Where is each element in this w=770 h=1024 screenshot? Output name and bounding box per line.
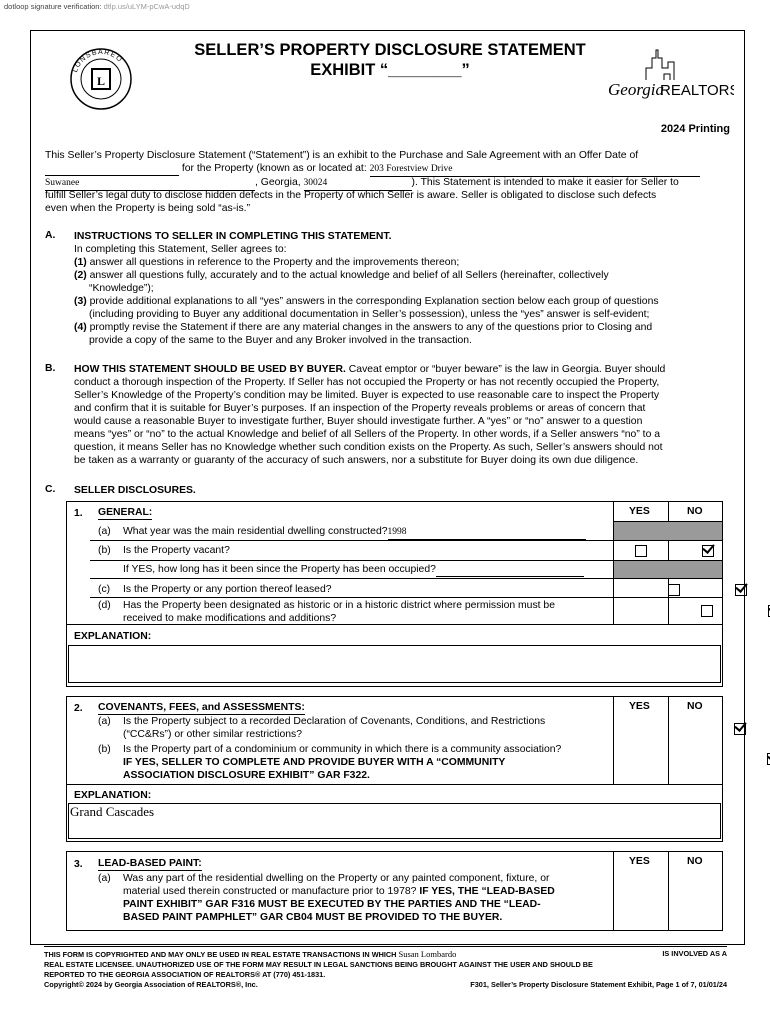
- question-leased: Is the Property or any portion thereof leased?: [123, 584, 332, 595]
- yes-header: YES: [629, 506, 650, 517]
- occupied-duration-field[interactable]: [436, 563, 584, 577]
- intro-line-2: for the Property (known as or located at: 203 Forestview Drive: [45, 162, 727, 177]
- general-explanation-label: EXPLANATION:: [74, 631, 152, 642]
- printing-year: 2024 Printing: [660, 123, 730, 135]
- question-community-association: Is the Property part of a condominium or community in which there is a community association? IF YES, SELLER TO COMPLETE AND PROVIDE BUYER WITH A “COMMUNITY ASSOCIATION DISCLOSURE EXHIBIT” GAR F322.: [123, 744, 562, 781]
- historic-yes-checkbox[interactable]: [701, 605, 713, 617]
- svg-text:LONSBAREO: LONSBAREO: [71, 49, 124, 74]
- general-heading: GENERAL:: [98, 507, 153, 518]
- year-built-field[interactable]: 1998: [388, 526, 586, 540]
- section-b-letter: B.: [45, 363, 56, 374]
- question-ccrs: Is the Property subject to a recorded Declaration of Covenants, Conditions, and Restrictions (“CC&Rs”) or other similar restrictions?: [123, 716, 546, 740]
- general-explanation-field[interactable]: [68, 645, 721, 683]
- ccrs-yes-checkbox[interactable]: [734, 723, 746, 735]
- title-line-1: SELLER’S PROPERTY DISCLOSURE STATEMENT: [194, 41, 586, 59]
- vacant-no-checkbox[interactable]: [702, 545, 714, 557]
- no-header: NO: [687, 506, 703, 517]
- covenants-explanation-field[interactable]: Grand Cascades: [68, 803, 721, 839]
- leased-yes-checkbox[interactable]: [668, 584, 680, 596]
- intro-line-1: This Seller’s Property Disclosure Statement (“Statement”) is an exhibit to the Purchase and Sale Agreement with an Offer Date of: [45, 150, 639, 161]
- form-title: [150, 40, 630, 80]
- section-a-body: In completing this Statement, Seller agrees to: (1) answer all questions in reference to the Property and the improvements thereon; (2) answer all questions fully, accurately and to the actual knowledge and belief of all Sellers (hereinafter, collectively “Knowledge”); (3) provide additional explanations to all “yes” answers in the corresponding Explanation section below each group of questions (including providing to Buyer any additional documentation in Seller’s possession), unless the “yes” answer is self-evident; (4) promptly revise the Statement if there are any material changes in the answers to any of the questions prior to Closing and provide a copy of the same to the Buyer and any Broker involved in the transaction.: [74, 244, 659, 346]
- address-field[interactable]: 203 Forestview Drive: [370, 163, 700, 177]
- city-field[interactable]: Suwanee: [45, 177, 255, 191]
- shaded-cell-a: [614, 522, 722, 540]
- section-b-body: HOW THIS STATEMENT SHOULD BE USED BY BUYER. Caveat emptor or “buyer beware” is the law in Georgia. Buyer should conduct a thorough inspection of the Property. If Seller has not occupied the Property or has not recently occupied the Property, Seller’s Knowledge of the Property’s condition may be limited. Buyer is expected to use reasonable care to inspect the Property and confirm that it is suitable for Buyer’s purposes. If an inspection of the Property reveals problems or areas of concern that would cause a reasonable Buyer to investigate further, Buyer should investigate further. A “yes” or “no” answer to a question means “yes” or “no” to the actual Knowledge and belief of all Sellers of the Property. In other words, if a Seller answers “no” to a question, it means Seller has no Knowledge whether such condition exists on the Property. As such, Seller’s answers should not be taken as a warranty or guaranty of the accuracy of such answers, nor a substitute for Buyer doing its own due diligence.: [74, 364, 666, 466]
- question-vacant: Is the Property vacant?: [123, 545, 230, 556]
- zip-field[interactable]: 30024: [304, 177, 412, 191]
- svg-text:Georgia: Georgia: [608, 80, 665, 99]
- section-c-heading: SELLER DISCLOSURES.: [74, 485, 196, 496]
- intro-paragraph: [45, 149, 727, 162]
- section-c-letter: C.: [45, 484, 56, 495]
- georgia-realtors-logo: [606, 40, 734, 110]
- question-historic: Has the Property been designated as historic or in a historic district where permission must be received to make modifications and additions?: [123, 600, 555, 624]
- lead-heading: LEAD-BASED PAINT:: [98, 858, 202, 869]
- covenants-heading: COVENANTS, FEES, and ASSESSMENTS:: [98, 702, 305, 713]
- svg-text:REALTORS: REALTORS: [660, 82, 734, 99]
- question-occupied: If YES, how long has it been since the Property has been occupied?: [123, 563, 584, 577]
- leased-no-checkbox[interactable]: [735, 584, 747, 596]
- exhibit-label: EXHIBIT “________”: [310, 61, 470, 79]
- question-year-built: What year was the main residential dwelling constructed?1998: [123, 525, 586, 540]
- form-id: F301, Seller’s Property Disclosure Statement Exhibit, Page 1 of 7, 01/01/24: [470, 980, 727, 989]
- brokerage-logo: [66, 44, 136, 114]
- covenants-explanation-label: EXPLANATION:: [74, 790, 152, 801]
- intro-line-4: fulfill Seller’s legal duty to disclose hidden defects in the Property of which Seller is aware. Seller is obligated to disclose such defects: [45, 190, 657, 201]
- svg-text:L: L: [96, 74, 106, 88]
- community-yes-checkbox[interactable]: [767, 753, 770, 765]
- vacant-yes-checkbox[interactable]: [635, 545, 647, 557]
- section-a-letter: A.: [45, 230, 56, 241]
- section-a-heading: INSTRUCTIONS TO SELLER IN COMPLETING THIS STATEMENT.: [74, 231, 392, 242]
- dotloop-verification: [4, 2, 190, 11]
- offer-date-field[interactable]: [45, 162, 179, 176]
- question-lead-paint: Was any part of the residential dwelling on the Property or any painted component, fixture, or material used therein constructed or manufacture prior to 1978? IF YES, THE “LEAD-BASED PAINT EXHIBIT” GAR F316 MUST BE EXECUTED BY THE PARTIES AND THE “LEAD- BASED PAINT PAMPHLET” GAR CB04 MUST BE PROVIDED TO THE BUYER.: [123, 873, 555, 923]
- footer: THIS FORM IS COPYRIGHTED AND MAY ONLY BE USED IN REAL ESTATE TRANSACTIONS IN WHICH Susan Lombardo IS INVOLVED AS A REAL ESTATE LICENSEE. UNAUTHORIZED USE OF THE FORM MAY RESULT IN LEGAL SANCTIONS BEING BROUGHT AGAINST THE USER AND SHOULD BE REPORTED TO THE GEORGIA ASSOCIATION OF REALTORS® AT (770) 451-1831. Copyright© 2024 by Georgia Association of REALTORS®, Inc. F301, Seller’s Property Disclosure Statement Exhibit, Page 1 of 7, 01/01/24: [44, 949, 727, 989]
- dotloop-url[interactable]: dtlp.us/uLYM-pCwA-udqD: [103, 2, 190, 11]
- intro-line-3: Suwanee , Georgia, 30024 ). This Statement is intended to make it easier for Seller to: [45, 176, 727, 191]
- shaded-cell-b-sub: [614, 561, 722, 578]
- dotloop-label: dotloop signature verification:: [4, 2, 102, 11]
- licensee-name: Susan Lombardo: [398, 949, 457, 959]
- intro-line-5: even when the Property is being sold “as-is.”: [45, 203, 251, 214]
- copyright: Copyright© 2024 by Georgia Association of REALTORS®, Inc.: [44, 980, 258, 989]
